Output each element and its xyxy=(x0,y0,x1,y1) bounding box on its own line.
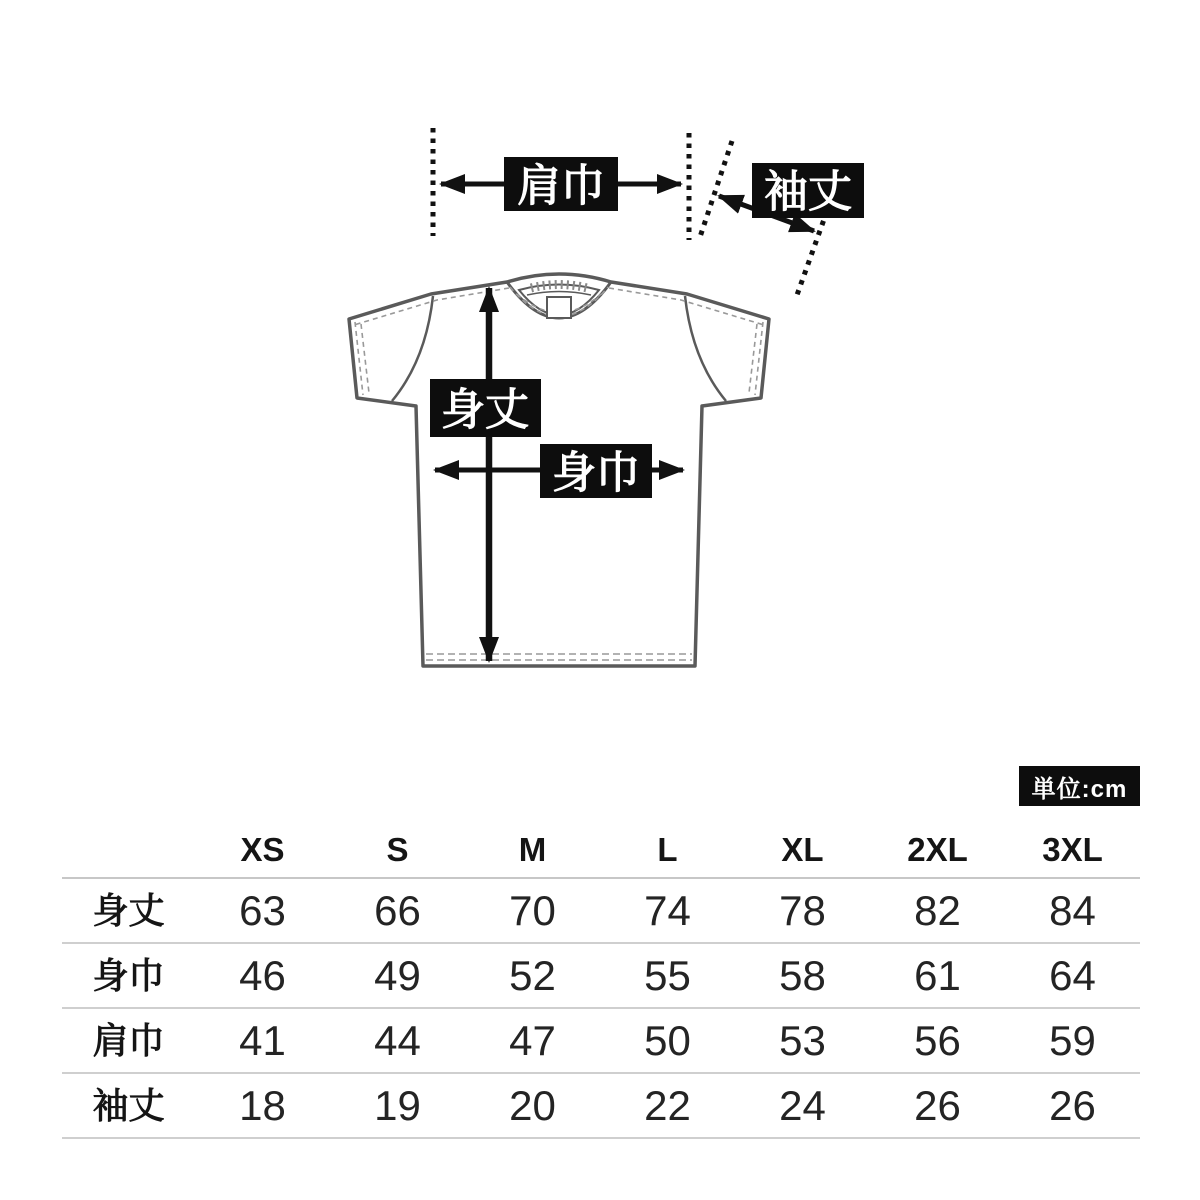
value-cell: 50 xyxy=(644,1016,691,1064)
sleeve-length-label: 袖丈 xyxy=(764,167,852,217)
value-cell: 26 xyxy=(1049,1081,1096,1129)
col-header-s: S xyxy=(386,831,409,868)
value-cell: 78 xyxy=(779,886,826,934)
value-cell: 56 xyxy=(914,1016,961,1064)
value-cell: 22 xyxy=(644,1081,691,1129)
value-cell: 44 xyxy=(374,1016,421,1064)
value-cell: 74 xyxy=(644,886,691,934)
value-cell: 58 xyxy=(779,951,826,999)
value-cell: 24 xyxy=(779,1081,826,1129)
guide-sleeve-top xyxy=(700,141,732,237)
size-table xyxy=(62,822,1140,1139)
value-cell: 47 xyxy=(509,1016,556,1064)
value-cell: 55 xyxy=(644,951,691,999)
value-cell: 59 xyxy=(1049,1016,1096,1064)
value-cell: 52 xyxy=(509,951,556,999)
row-label: 身丈 xyxy=(92,889,165,931)
size-table-header-row xyxy=(62,822,1140,879)
value-cell: 46 xyxy=(239,951,286,999)
neck-tag xyxy=(547,297,571,318)
row-label: 袖丈 xyxy=(92,1084,165,1126)
value-cell: 18 xyxy=(239,1081,286,1129)
value-cell: 41 xyxy=(239,1016,286,1064)
value-cell: 49 xyxy=(374,951,421,999)
table-row-body-length xyxy=(62,879,1140,944)
value-cell: 53 xyxy=(779,1016,826,1064)
col-header-2xl: 2XL xyxy=(907,831,968,868)
col-header-xl: XL xyxy=(781,831,824,868)
guide-sleeve-hem xyxy=(797,211,827,295)
shoulder-width-label: 肩巾 xyxy=(517,161,605,211)
row-label: 肩巾 xyxy=(92,1019,165,1061)
value-cell: 19 xyxy=(374,1081,421,1129)
value-cell: 61 xyxy=(914,951,961,999)
value-cell: 64 xyxy=(1049,951,1096,999)
table-row-sleeve-length xyxy=(62,1074,1140,1139)
col-header-xs: XS xyxy=(240,831,285,868)
table-row-shoulder-width xyxy=(62,1009,1140,1074)
col-header-3xl: 3XL xyxy=(1042,831,1103,868)
body-width-label: 身巾 xyxy=(552,448,640,498)
value-cell: 63 xyxy=(239,886,286,934)
table-row-body-width xyxy=(62,944,1140,1009)
row-label: 身巾 xyxy=(92,954,165,996)
value-cell: 20 xyxy=(509,1081,556,1129)
value-cell: 84 xyxy=(1049,886,1096,934)
col-header-l: L xyxy=(657,831,678,868)
value-cell: 66 xyxy=(374,886,421,934)
unit-badge: 単位:cm xyxy=(1019,766,1140,806)
body-length-label: 身丈 xyxy=(441,385,529,435)
value-cell: 82 xyxy=(914,886,961,934)
value-cell: 70 xyxy=(509,886,556,934)
value-cell: 26 xyxy=(914,1081,961,1129)
col-header-m: M xyxy=(518,831,547,868)
